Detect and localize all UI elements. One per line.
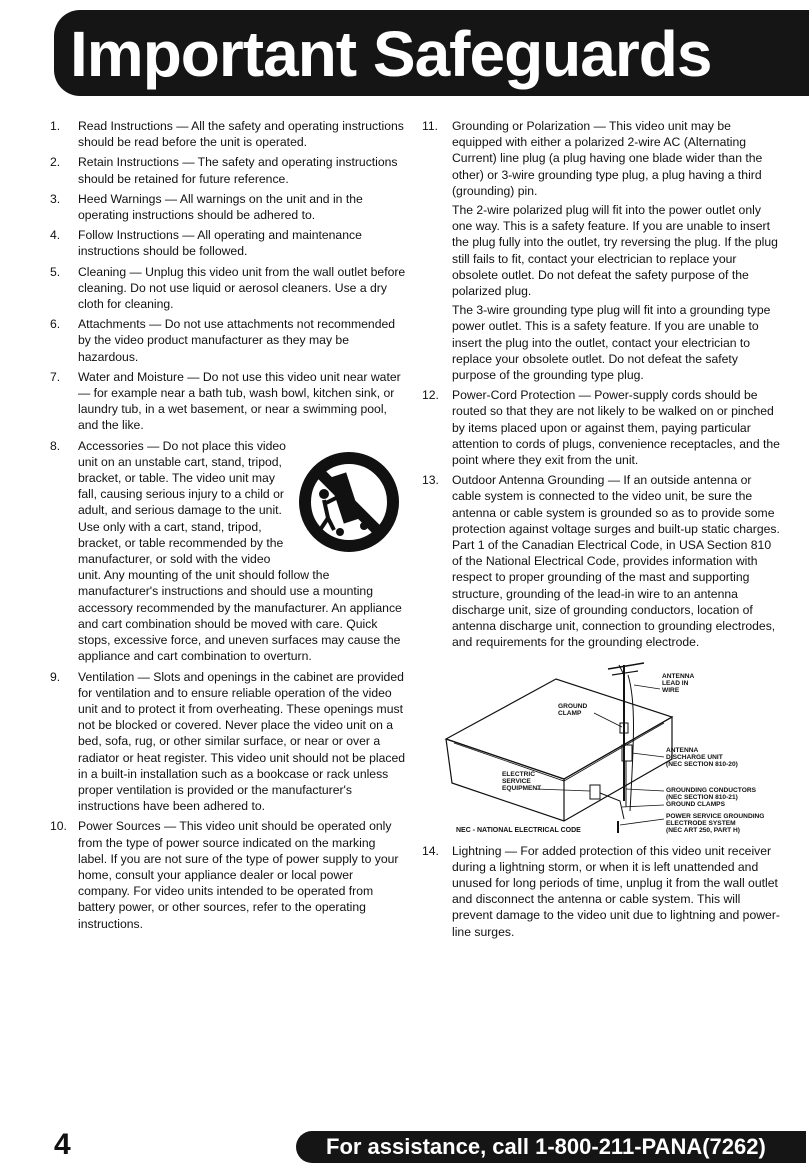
safeguard-list-left [50, 118, 406, 932]
list-item: 1. Read Instructions — All the safety and operating instructions should be read before the unit is operated. [50, 119, 404, 150]
electrode-system-label: POWER SERVICE GROUNDING ELECTRODE SYSTEM (NEC ART 250, PART H) [666, 812, 765, 835]
grounding-conductors-label: GROUNDING CONDUCTORS (NEC SECTION 810-21) [666, 786, 756, 801]
assistance-phone: For assistance, call 1-800-211-PANA(7262) [326, 1134, 766, 1159]
cart-tipover-warning-icon [294, 452, 404, 552]
antenna-lead-label: ANTENNA LEAD IN WIRE [662, 672, 695, 695]
safeguard-list-right [424, 118, 782, 651]
ground-clamp-label: GROUND CLAMP [558, 702, 588, 717]
list-item: 2. Retain Instructions — The safety and operating instructions should be retained for future reference. [50, 155, 398, 186]
list-item: 14. Lightning — For added protection of this video unit receiver during a lightning storm, or when it is left unattended and unused for long periods of time, unplug it from the wall outlet and disconnect the antenna or cable system. This will prevent damage to the video unit due to lightning and power-line surges. [422, 843, 780, 939]
list-item: 13. Outdoor Antenna Grounding — If an outside antenna or cable system is connected to the video unit, be sure the antenna or cable system is grounded so as to provide some protection against voltage surges and built-up static charges. Part 1 of the Canadian Electrical Code, in USA Section 810 of the National Electrical Code, provides information with respect to proper grounding of the mast and supporting structure, grounding of the lead-in wire to an antenna discharge unit, size of grounding conductors, location of antenna discharge unit, connection to grounding electrodes, and requirements for the grounding electrode. [422, 473, 780, 650]
list-item: 11. Grounding or Polarization — This video unit may be equipped with either a polarized 2-wire AC (Alternating Current) line plug (a plug having one blade wider than the other) or 3-wire grounding type plug, a plug having a third (grounding) pin. The 2-wire polarized plug will fit into the power outlet only one way. This is a safety feature. If you are unable to insert the plug fully into the outlet, try reversing the plug. If the plug still fails to fit, contact your electrician to replace your obsolete outlet. Do not defeat the safety purpose of the polarized plug. The 3-wire grounding type plug will fit into a grounding type power outlet. This is a safety feature. If you are unable to insert the plug into the outlet, contact your electrician to replace your obsolete outlet. Do not defeat the safety purpose of the grounding type plug. [424, 118, 782, 383]
list-item: 8. Accessories — Do not place this video unit on an unstable cart, stand, tripod, bracket, or table. The video unit may fall, causing serious injury to a child or adult, and serious damage to the unit. Use only with a cart, stand, tripod, bracket, or table recommended by the manufacturer, or sold with the video unit. Any mounting of the unit should follow the manufacturer's instructions and should use a mounting accessory recommended by the manufacturer. An appliance and cart combination should be moved with care. Quick stops, excessive force, and uneven surfaces may cause the appliance and cart combination to overturn. [50, 438, 406, 665]
paragraph: The 3-wire grounding type plug will fit into a grounding type power outlet. This is a safety feature. If you are unable to insert the plug into the outlet, contact your electrician to replace your obsolete outlet. Do not defeat the safety purpose of the grounding type plug. [452, 303, 771, 383]
ground-clamps-label: GROUND CLAMPS [666, 800, 725, 808]
list-item: 4. Follow Instructions — All operating and maintenance instructions should be followed. [50, 228, 362, 259]
list-item: 6. Attachments — Do not use attachments not recommended by the video product manufacturer as they may be hazardous. [50, 317, 396, 364]
right-column [424, 118, 782, 944]
left-column [50, 118, 406, 936]
list-item: 5. Cleaning — Unplug this video unit from the wall outlet before cleaning. Do not use liquid or aerosol cleaners. Use a dry cloth for cleaning. [50, 264, 406, 312]
list-item: 12. Power-Cord Protection — Power-supply cords should be routed so that they are not likely to be walked on or pinched by items placed upon or against them, paying particular attention to cords of plugs, convenience receptacles, and the point where they exit from the unit. [422, 388, 780, 468]
nec-note: NEC - NATIONAL ELECTRICAL CODE [456, 826, 581, 834]
list-item: 3. Heed Warnings — All warnings on the unit and in the operating instructions should be adhered to. [50, 191, 363, 223]
safeguard-list-right-continued [424, 843, 782, 940]
antenna-grounding-diagram [424, 661, 784, 837]
page-title: Important Safeguards [70, 18, 712, 90]
discharge-unit-label: ANTENNA DISCHARGE UNIT (NEC SECTION 810-20) [666, 746, 738, 769]
service-equipment-label: ELECTRIC SERVICE EQUIPMENT [502, 770, 542, 793]
page-number: 4 [54, 1128, 71, 1161]
paragraph: The 2-wire polarized plug will fit into the power outlet only one way. This is a safety feature. If you are unable to insert the plug fully into the outlet, try reversing the plug. If the plug still fails to fit, contact your electrician to replace your obsolete outlet. Do not defeat the safety purpose of the polarized plug. [452, 203, 778, 299]
list-item: 10. Power Sources — This video unit should be operated only from the type of power source indicated on the marking label. If you are not sure of the type of power supply to your home, consult your appliance dealer or local power company. For video units intended to be operated from battery power, or other sources, refer to the operating instructions. [50, 819, 399, 931]
list-item: 9. Ventilation — Slots and openings in the cabinet are provided for ventilation and to ensure reliable operation of the video unit and to protect it from overheating. These openings must not be blocked or covered. Never place the video unit on a bed, sofa, rug, or other similar surface, or near or over a radiator or heat register. This video unit should not be placed in a built-in installation such as a bookcase or rack unless proper ventilation is provided or the manufacturer's instructions have been adhered to. [50, 669, 406, 814]
list-item: 7. Water and Moisture — Do not use this video unit near water — for example near a bath tub, wash bowl, kitchen sink, or laundry tub, in a wet basement, or near a swimming pool, and the like. [50, 369, 401, 433]
